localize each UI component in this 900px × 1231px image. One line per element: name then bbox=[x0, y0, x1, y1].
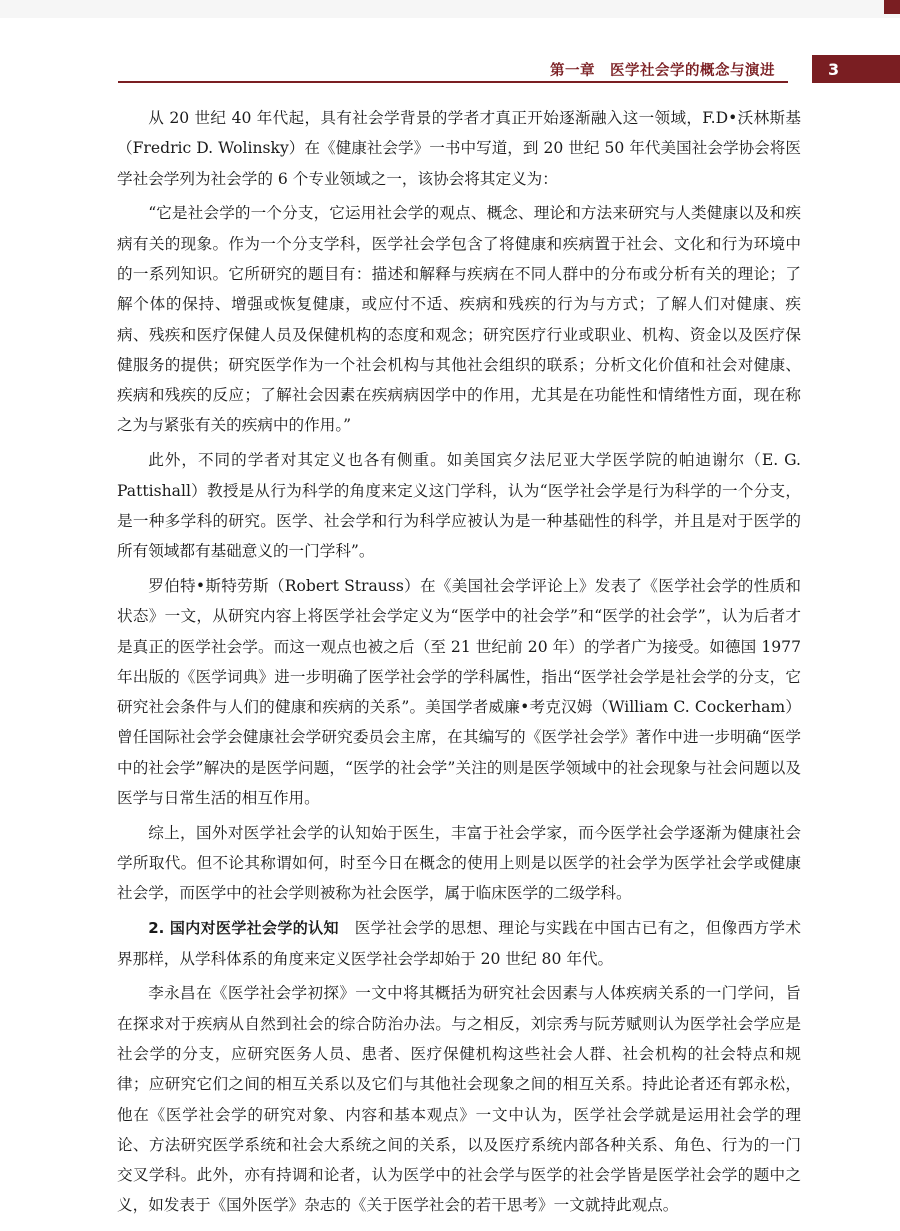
running-header bbox=[0, 55, 900, 85]
paragraph-6 bbox=[117, 913, 801, 974]
paragraph-4-text: 罗伯特•斯特劳斯（Robert Strauss）在《美国社会学评论上》发表了《医学社会学的性质和状态》一文，从研究内容上将医学社会学定义为“医学中的社会学”和“医学的社会学”，认为后者才是真正的医学社会学。而这一观点也被之后（至 21 世纪前 20 年）的学者广为接受。如德国 1977 年出版的《医学词典》进一步明确了医学社会学的学科属性，指出“医学社会学是社会学的分支，它研究社会条件与人们的健康和疾病的关系”。美国学者威廉•考克汉姆（William C. Cockerham）曾任国际社会学会健康社会学研究委员会主席，在其编写的《医学社会学》著作中进一步明确“医学中的社会学”解决的是医学问题，“医学的社会学”关注的则是医学领域中的社会现象与社会问题以及医学与日常生活的相互作用。 bbox=[117, 576, 801, 808]
paragraph-3 bbox=[117, 445, 801, 566]
header-rule bbox=[118, 81, 788, 83]
paragraph-7-text: 李永昌在《医学社会学初探》一文中将其概括为研究社会因素与人体疾病关系的一门学问，旨在探求对于疾病从自然到社会的综合防治办法。与之相反，刘宗秀与阮芳赋则认为医学社会学应是社会学的分支，应研究医务人员、患者、医疗保健机构这些社会人群、社会机构的社会特点和规律；应研究它们之间的相互关系以及它们与其他社会现象之间的相互关系。持此论者还有郭永松，他在《医学社会学的研究对象、内容和基本观点》一文中认为，医学社会学就是运用社会学的理论、方法研究医学系统和社会大系统之间的关系，以及医疗系统内部各种关系、角色、行为的一门交叉学科。此外，亦有持调和论者，认为医学中的社会学与医学的社会学皆是医学社会学的题中之义，如发表于《国外医学》杂志的《关于医学社会的若干思考》一文就持此观点。 bbox=[117, 984, 801, 1215]
section-subtitle: 2. 国内对医学社会学的认知 bbox=[148, 919, 339, 938]
chapter-title: 第一章 医学社会学的概念与演进 bbox=[550, 63, 775, 79]
paragraph-3-text: 此外，不同的学者对其定义也各有侧重。如美国宾夕法尼亚大学医学院的帕迪谢尔（E. G. Pattishall）教授是从行为科学的角度来定义这门学科，认为“医学社会学是行为科学的一个分支，是一种多学科的研究。医学、社会学和行为科学应被认为是一种基础性的科学，并且是对于医学的所有领域都有基础意义的一门学科”。 bbox=[117, 451, 801, 561]
paragraph-6-text: 医学社会学的思想、理论与实践在中国古已有之，但像西方学术界那样，从学科体系的角度来定义医学社会学却始于 20 世纪 80 年代。 bbox=[117, 919, 801, 968]
page-number: 3 bbox=[812, 55, 900, 83]
paragraph-2-text: “它是社会学的一个分支，它运用社会学的观点、概念、理论和方法来研究与人类健康以及和疾病有关的现象。作为一个分支学科，医学社会学包含了将健康和疾病置于社会、文化和行为环境中的一系列知识。它所研究的题目有：描述和解释与疾病在不同人群中的分布或分析有关的理论；了解个体的保持、增强或恢复健康，或应付不适、疾病和残疾的行为与方式；了解人们对健康、疾病、残疾和医疗保健人员及保健机构的态度和观念；研究医疗行业或职业、机构、资金以及医疗保健服务的提供；研究医学作为一个社会机构与其他社会组织的联系；分析文化价值和社会对健康、疾病和残疾的反应；了解社会因素在疾病病因学中的作用，尤其是在功能性和情绪性方面，现在称之为与紧张有关的疾病中的作用。” bbox=[117, 204, 801, 435]
paragraph-2-quote bbox=[117, 198, 801, 440]
paragraph-7 bbox=[117, 978, 801, 1220]
page-body bbox=[117, 103, 801, 1225]
paragraph-4 bbox=[117, 571, 801, 813]
top-margin-band bbox=[0, 0, 900, 18]
paragraph-1-text: 从 20 世纪 40 年代起，具有社会学背景的学者才真正开始逐渐融入这一领域，F.D•沃林斯基（Fredric D. Wolinsky）在《健康社会学》一书中写道，到 20 世纪 50 年代美国社会学协会将医学社会学列为社会学的 6 个专业领域之一，该协会将其定义为： bbox=[117, 109, 801, 188]
paragraph-5-text: 综上，国外对医学社会学的认知始于医生，丰富于社会学家，而今医学社会学逐渐为健康社会学所取代。但不论其称谓如何，时至今日在概念的使用上则是以医学的社会学为医学社会学或健康社会学，而医学中的社会学则被称为社会医学，属于临床医学的二级学科。 bbox=[117, 823, 801, 903]
corner-color-mark bbox=[884, 0, 900, 14]
paragraph-1 bbox=[117, 103, 801, 194]
paragraph-5 bbox=[117, 818, 801, 909]
